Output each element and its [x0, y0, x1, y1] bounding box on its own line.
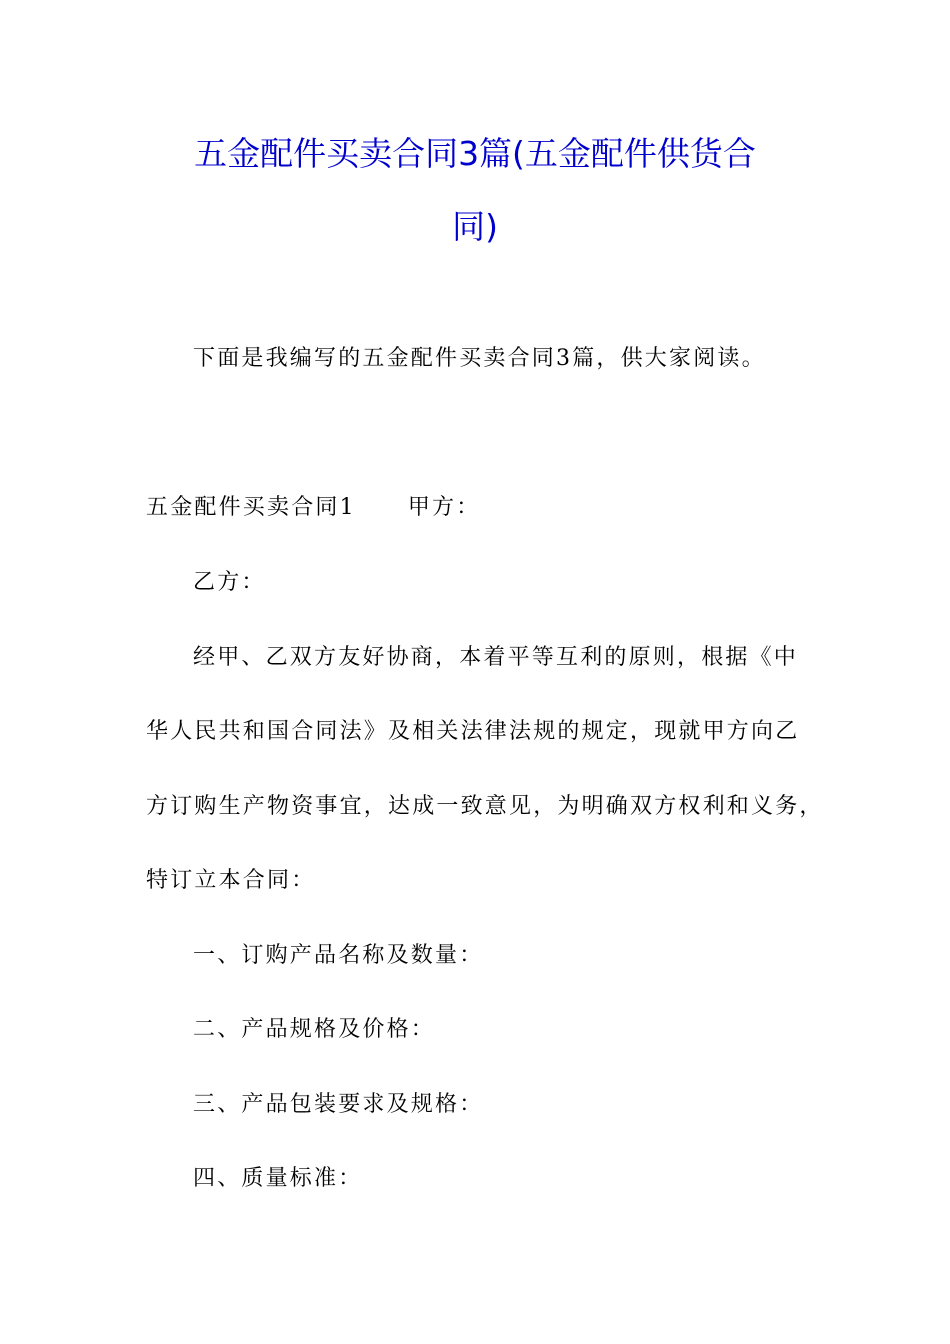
party-a-label: 甲方：: [407, 495, 481, 520]
party-b-label: 乙方：: [193, 570, 266, 595]
paragraph-line-1: 经甲、乙双方友好协商，本着平等互利的原则，根据《中: [193, 645, 799, 670]
intro-paragraph: 下面是我编写的五金配件买卖合同3篇，供大家阅读。: [193, 346, 766, 371]
document-title-line-2: 同): [452, 207, 498, 246]
document-title-line-1: 五金配件买卖合同3篇(五金配件供货合: [194, 134, 756, 173]
clause-4: 四、质量标准：: [193, 1166, 363, 1191]
clause-1: 一、订购产品名称及数量：: [193, 943, 484, 968]
paragraph-line-2: 华人民共和国合同法》及相关法律法规的规定，现就甲方向乙: [146, 719, 800, 744]
clause-3: 三、产品包装要求及规格：: [193, 1092, 484, 1117]
paragraph-line-3: 方订购生产物资事宜，达成一致意见，为明确双方权利和义务，: [146, 794, 824, 819]
paragraph-line-4: 特订立本合同：: [146, 868, 316, 893]
section-heading: 五金配件买卖合同1: [146, 495, 356, 520]
clause-2: 二、产品规格及价格：: [193, 1017, 436, 1042]
section-heading-row: [146, 493, 480, 523]
